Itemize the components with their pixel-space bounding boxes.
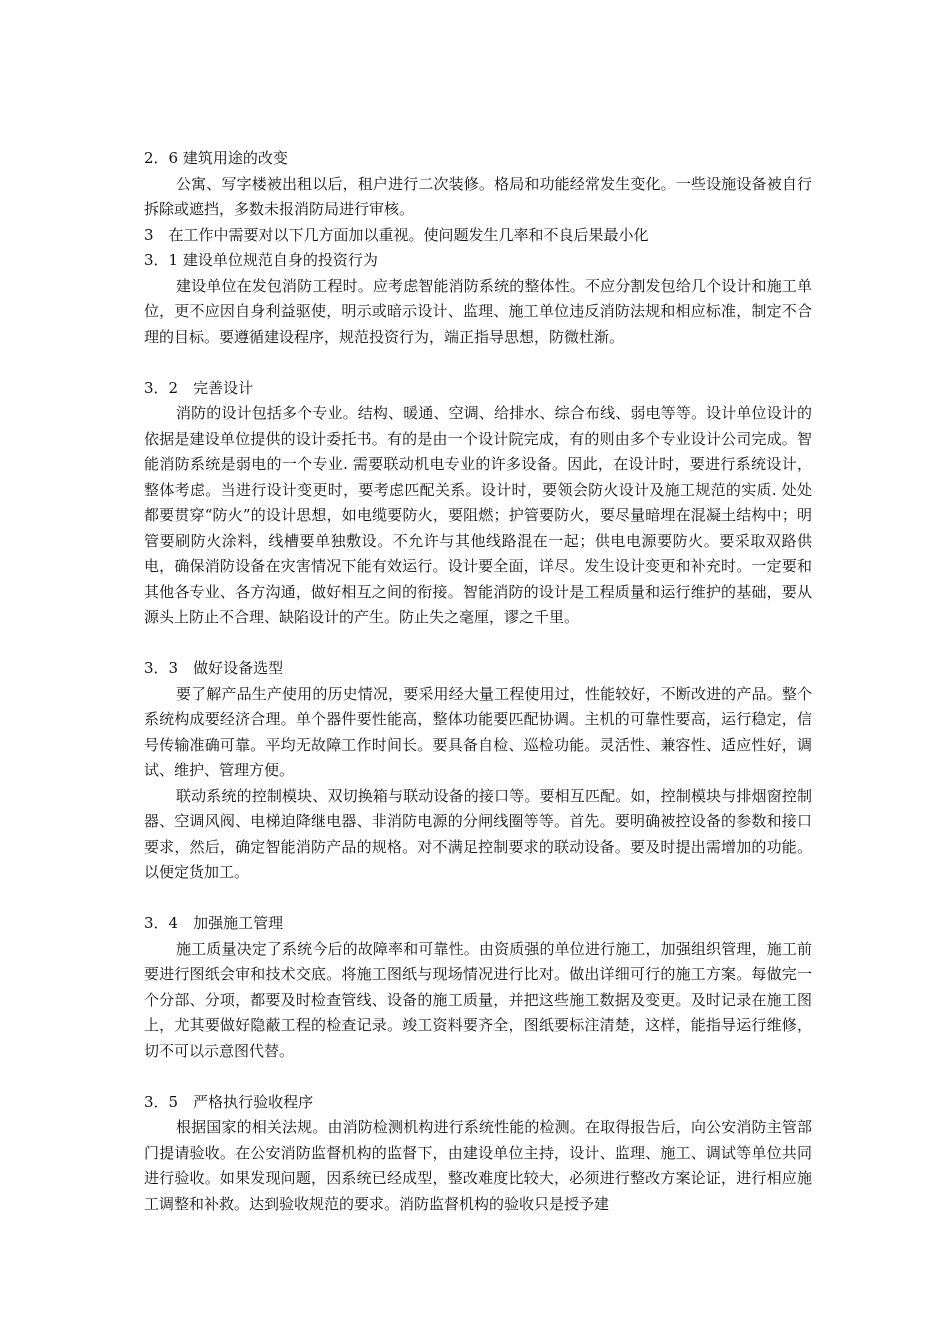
blank-line xyxy=(144,886,812,912)
paragraph: 联动系统的控制模块、双切换箱与联动设备的接口等。要相互匹配。如，控制模块与排烟窗控制器、空调风阀、电梯迫降继电器、非消防电源的分闸线圈等等。首先。要明确被控设备的参数和接口要求，然后，确定智能消防产品的规格。对不满足控制要求的联动设备。要及时提出需增加的功能。以便定货加工。 xyxy=(144,786,812,881)
section-heading-3-3: 3．3 做好设备选型 xyxy=(144,659,284,677)
section-heading-3-1: 3．1 建设单位规范自身的投资行为 xyxy=(144,251,378,269)
blank-line xyxy=(144,631,812,657)
paragraph: 公寓、写字楼被出租以后，租户进行二次装修。格局和功能经常发生变化。一些设施设备被自行拆除或遮挡，多数未报消防局进行审核。 xyxy=(144,174,812,218)
blank-line xyxy=(144,350,812,376)
blank-line xyxy=(144,1064,812,1090)
paragraph: 要了解产品生产使用的历史情况，要采用经大量工程使用过，性能较好，不断改进的产品。整个系统构成要经济合理。单个器件要性能高，整体功能要匹配协调。主机的可靠性要高，运行稳定，信号传输准确可靠。平均无故障工作时间长。要具备自检、巡检功能。灵活性、兼容性、适应性好，调试、维护、管理方便。 xyxy=(144,684,812,779)
section-heading-3-5: 3．5 严格执行验收程序 xyxy=(144,1092,314,1111)
section-heading-3: 3 在工作中需要对以下几方面加以重视。使问题发生几率和不良后果最小化 xyxy=(144,225,649,244)
paragraph: 根据国家的相关法规。由消防检测机构进行系统性能的检测。在取得报告后，向公安消防主管部门提请验收。在公安消防监督机构的监督下，由建设单位主持，设计、监理、施工、调试等单位共同进行验收。如果发现问题，因系统已经成型，整改难度比较大，必须进行整改方案论证，进行相应施工调整和补救。达到验收规范的要求。消防监督机构的验收只是授予建 xyxy=(144,1118,812,1213)
paragraph: 消防的设计包括多个专业。结构、暖通、空调、给排水、综合布线、弱电等等。设计单位设计的依据是建设单位提供的设计委托书。有的是由一个设计院完成，有的则由多个专业设计公司完成。智能消防系统是弱电的一个专业. 需要联动机电专业的许多设备。因此，在设计时，要进行系统设计，整体考虑。当进行设计变更时，要考虑匹配关系。设计时，要领会防火设计及施工规范的实质. 处处都要贯穿“防火”的设计思想，如电缆要防火，要阻燃；护管要防火，要尽量暗埋在混凝土结构中；明管要刷防火涂料，线槽要单独敷设。不允许与其他线路混在一起；供电电源要防火。要采取双路供电，确保消防设备在灾害情况下能有效运行。设计要全面，详尽。发生设计变更和补充时。一定要和其他各专业、各方沟通，做好相互之间的衔接。智能消防的设计是工程质量和运行维护的基础，要从源头上防止不合理、缺陷设计的产生。防止失之毫厘，谬之千里。 xyxy=(144,404,812,626)
document-page xyxy=(144,146,812,1217)
section-heading-3-2: 3．2 完善设计 xyxy=(144,378,254,397)
paragraph: 施工质量决定了系统今后的故障率和可靠性。由资质强的单位进行施工，加强组织管理，施工前要进行图纸会审和技术交底。将施工图纸与现场情况进行比对。做出详细可行的施工方案。每做完一个分部、分项，都要及时检查管线、设备的施工质量，并把这些施工数据及变更。及时记录在施工图上，尤其要做好隐蔽工程的检查记录。竣工资料要齐全，图纸要标注清楚，这样，能指导运行维修，切不可以示意图代替。 xyxy=(144,939,812,1060)
section-heading-2-6: 2．6 建筑用途的改变 xyxy=(144,149,288,167)
section-heading-3-4: 3．4 加强施工管理 xyxy=(144,914,284,932)
paragraph: 建设单位在发包消防工程时。应考虑智能消防系统的整体性。不应分割发包给几个设计和施工单位，更不应因自身利益驱使，明示或暗示设计、监理、施工单位违反消防法规和相应标准，制定不合理的目标。要遵循建设程序，规范投资行为，端正指导思想，防微杜渐。 xyxy=(144,276,812,346)
